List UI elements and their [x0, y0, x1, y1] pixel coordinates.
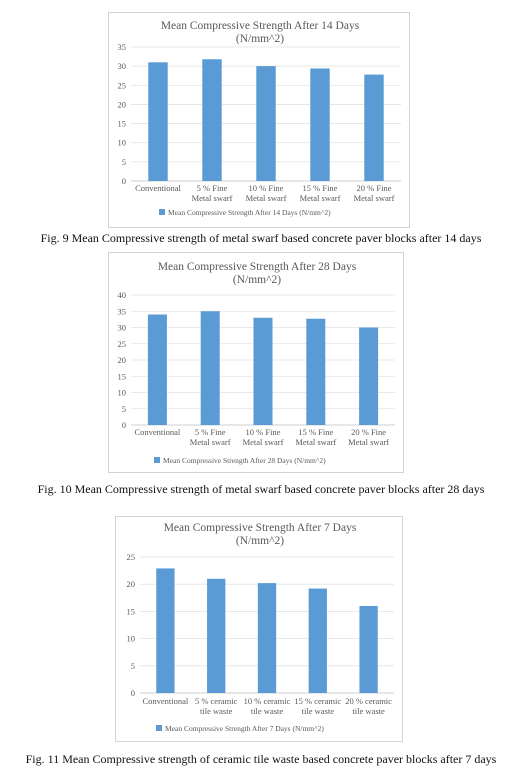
x-tick-label: Metal swarf [353, 193, 395, 203]
y-tick-label: 10 [126, 633, 135, 644]
legend-swatch [159, 209, 165, 215]
bar [207, 579, 225, 693]
y-tick-label: 0 [121, 420, 126, 430]
y-tick-label: 35 [117, 42, 126, 52]
bar [364, 75, 383, 181]
x-tick-label: Metal swarf [191, 193, 233, 203]
bar [253, 318, 272, 425]
y-tick-label: 30 [117, 322, 126, 333]
x-tick-label: Conventional [135, 183, 181, 193]
y-tick-label: 30 [117, 61, 126, 72]
chart-title-units: (N/mm^2) [232, 274, 282, 286]
bar [148, 315, 167, 426]
chart-panel-14-days [108, 12, 410, 228]
chart-title: Mean Compressive Strength After 7 Days [163, 522, 357, 534]
bar [359, 606, 377, 693]
bar [156, 568, 174, 693]
x-tick-label: 15 % ceramic [294, 696, 342, 706]
y-tick-label: 20 [117, 99, 126, 110]
x-tick-label: 5 % Fine [196, 183, 228, 193]
bar [309, 589, 327, 693]
chart-title-units: (N/mm^2) [235, 535, 285, 547]
y-tick-label: 15 [117, 118, 126, 129]
bar [258, 583, 276, 693]
x-tick-label: Metal swarf [242, 437, 284, 447]
bar [306, 319, 325, 425]
y-tick-label: 20 [117, 355, 126, 365]
bar [256, 66, 275, 181]
x-tick-label: 20 % Fine [351, 427, 387, 437]
x-tick-label: 15 % Fine [302, 183, 338, 193]
legend-label: Mean Compressive Strength After 7 Days (N/mm^2) [165, 724, 324, 733]
legend-swatch [156, 725, 162, 731]
x-tick-label: Metal swarf [299, 193, 341, 203]
figure-caption-10: Fig. 10 Mean Compressive strength of metal swarf based concrete paver blocks after 28 days [37, 482, 485, 496]
x-tick-label: 5 % ceramic [194, 696, 238, 706]
y-tick-label: 5 [130, 660, 135, 671]
x-tick-label: 20 % Fine [356, 183, 392, 193]
y-tick-label: 40 [117, 290, 126, 300]
figure-caption-11: Fig. 11 Mean Compressive strength of ceramic tile waste based concrete paver blocks after 7 days [25, 752, 497, 766]
y-tick-label: 15 [117, 371, 126, 382]
x-tick-label: tile waste [301, 706, 334, 716]
x-tick-label: tile waste [200, 706, 233, 716]
bar [359, 328, 378, 426]
y-tick-label: 25 [117, 338, 126, 349]
chart-panel-28-days [108, 252, 404, 473]
x-tick-label: tile waste [250, 706, 284, 716]
x-tick-label: Conventional [134, 427, 181, 437]
x-tick-label: Metal swarf [189, 437, 231, 447]
chart-svg-28-days [109, 253, 405, 474]
x-tick-label: 5 % Fine [194, 427, 226, 437]
legend-label: Mean Compressive Strength After 14 Days (N/mm^2) [168, 208, 331, 217]
y-tick-label: 0 [121, 176, 126, 186]
legend-label: Mean Compressive Strength After 28 Days (N/mm^2) [163, 456, 326, 465]
y-tick-label: 10 [117, 137, 126, 148]
x-tick-label: tile waste [352, 706, 385, 716]
x-tick-label: 10 % Fine [248, 183, 284, 193]
y-tick-label: 25 [126, 552, 135, 562]
chart-svg-7-days [116, 517, 404, 743]
chart-panel-7-days [115, 516, 403, 742]
y-tick-label: 15 [126, 606, 135, 617]
y-tick-label: 35 [117, 306, 126, 317]
legend-swatch [154, 457, 160, 463]
y-tick-label: 5 [121, 403, 126, 414]
x-tick-label: Metal swarf [348, 437, 390, 447]
x-tick-label: 15 % Fine [298, 427, 334, 437]
y-tick-label: 20 [126, 579, 135, 590]
chart-title: Mean Compressive Strength After 14 Days [160, 20, 360, 32]
x-tick-label: Conventional [142, 696, 189, 706]
figure-caption-9: Fig. 9 Mean Compressive strength of metal swarf based concrete paver blocks after 14 days [40, 231, 482, 245]
x-tick-label: Metal swarf [245, 193, 287, 203]
y-tick-label: 10 [117, 387, 126, 398]
bar [310, 68, 329, 181]
chart-title: Mean Compressive Strength After 28 Days [157, 261, 357, 273]
x-tick-label: 10 % ceramic [243, 696, 291, 706]
chart-title-units: (N/mm^2) [235, 33, 285, 45]
y-tick-label: 0 [130, 688, 135, 698]
x-tick-label: 20 % ceramic [345, 696, 392, 706]
y-tick-label: 25 [117, 80, 126, 91]
x-tick-label: Metal swarf [295, 437, 337, 447]
bar [202, 59, 221, 181]
chart-svg-14-days [109, 13, 411, 229]
bar [148, 62, 167, 181]
y-tick-label: 5 [121, 156, 126, 167]
bar [201, 311, 220, 425]
x-tick-label: 10 % Fine [245, 427, 281, 437]
